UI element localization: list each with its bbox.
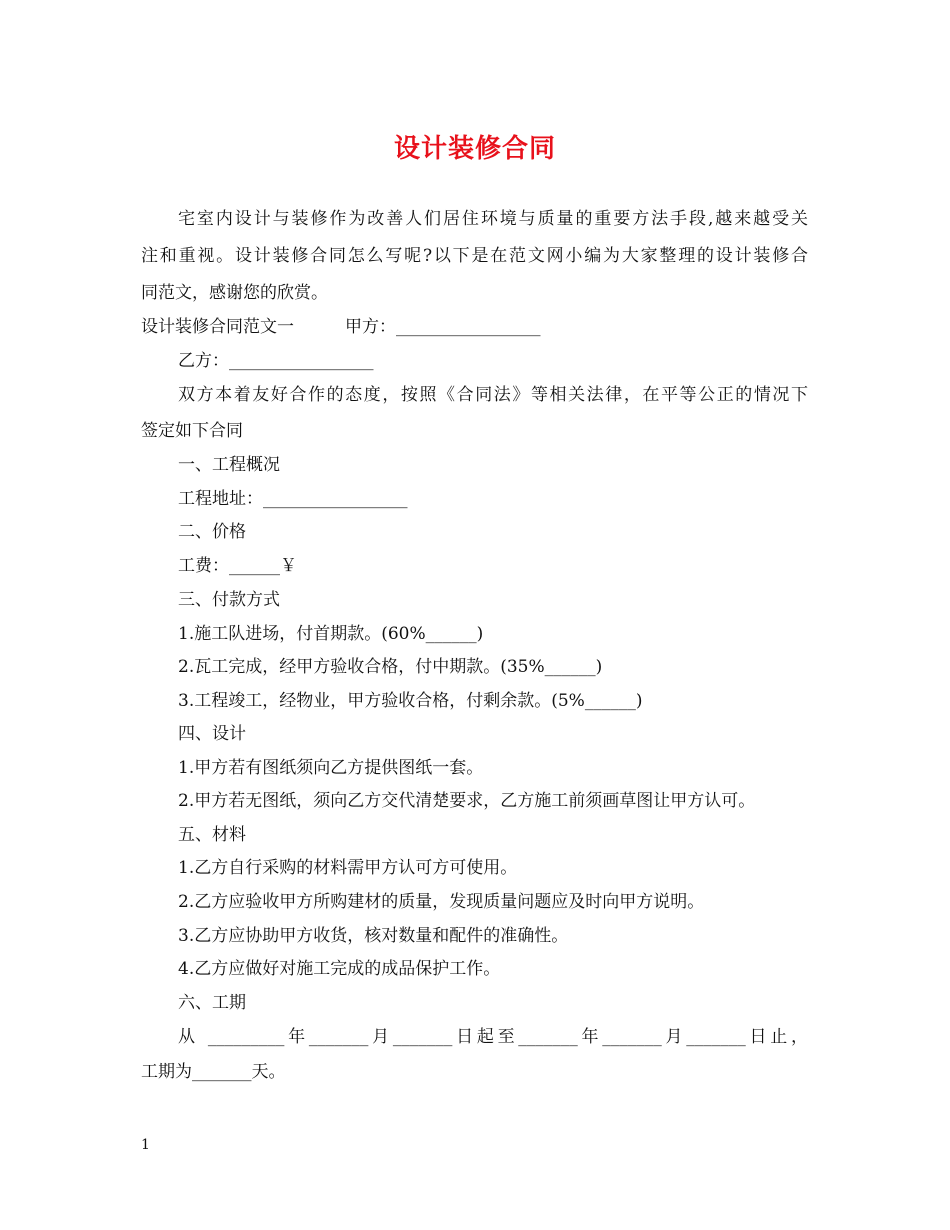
intro-paragraph-line-2: 注和重视。设计装修合同怎么写呢?以下是在范文网小编为大家整理的设计装修合 <box>141 246 808 266</box>
payment-item-1: 1.施工队进场，付首期款。(60%______) <box>178 624 484 644</box>
agreement-line-1: 双方本着友好合作的态度，按照《合同法》等相关法律，在平等公正的情况下 <box>178 385 808 405</box>
materials-item-1: 1.乙方自行采购的材料需甲方认可方可使用。 <box>178 858 518 878</box>
section-design: 四、设计 <box>178 724 246 744</box>
party-a-field: 甲方：_________________ <box>345 317 541 337</box>
materials-item-4: 4.乙方应做好对施工完成的成品保护工作。 <box>178 959 501 979</box>
section-schedule: 六、工期 <box>178 993 246 1013</box>
section-payment: 三、付款方式 <box>178 590 280 610</box>
agreement-line-2: 签定如下合同 <box>141 421 243 441</box>
section-price: 二、价格 <box>178 522 246 542</box>
schedule-period-line-2: 工期为_______天。 <box>141 1062 286 1082</box>
section-materials: 五、材料 <box>178 825 246 845</box>
design-item-2: 2.甲方若无图纸，须向乙方交代清楚要求，乙方施工前须画草图让甲方认可。 <box>178 791 756 811</box>
materials-item-3: 3.乙方应协助甲方收货，核对数量和配件的准确性。 <box>178 926 569 946</box>
materials-item-2: 2.乙方应验收甲方所购建材的质量，发现质量问题应及时向甲方说明。 <box>178 892 705 912</box>
payment-item-2: 2.瓦工完成，经甲方验收合格，付中期款。(35%______) <box>178 657 603 677</box>
design-item-1: 1.甲方若有图纸须向乙方提供图纸一套。 <box>178 758 484 778</box>
sample-heading: 设计装修合同范文一 <box>141 317 294 337</box>
intro-paragraph-line-3: 同范文，感谢您的欣赏。 <box>141 283 328 303</box>
project-address-field: 工程地址：_________________ <box>178 489 408 509</box>
labor-fee-field: 工费：______￥ <box>178 556 297 576</box>
document-title: 设计装修合同 <box>393 134 556 164</box>
page-number: 1 <box>141 1137 150 1153</box>
party-b-field: 乙方：_________________ <box>178 351 374 371</box>
schedule-period-line-1: 从 _________年_______月_______日起至_______年_______月_______日止， <box>178 1027 808 1047</box>
section-project-overview: 一、工程概况 <box>178 455 280 475</box>
intro-paragraph-line-1: 宅室内设计与装修作为改善人们居住环境与质量的重要方法手段,越来越受关 <box>178 209 808 229</box>
payment-item-3: 3.工程竣工，经物业，甲方验收合格，付剩余款。(5%______) <box>178 691 643 711</box>
